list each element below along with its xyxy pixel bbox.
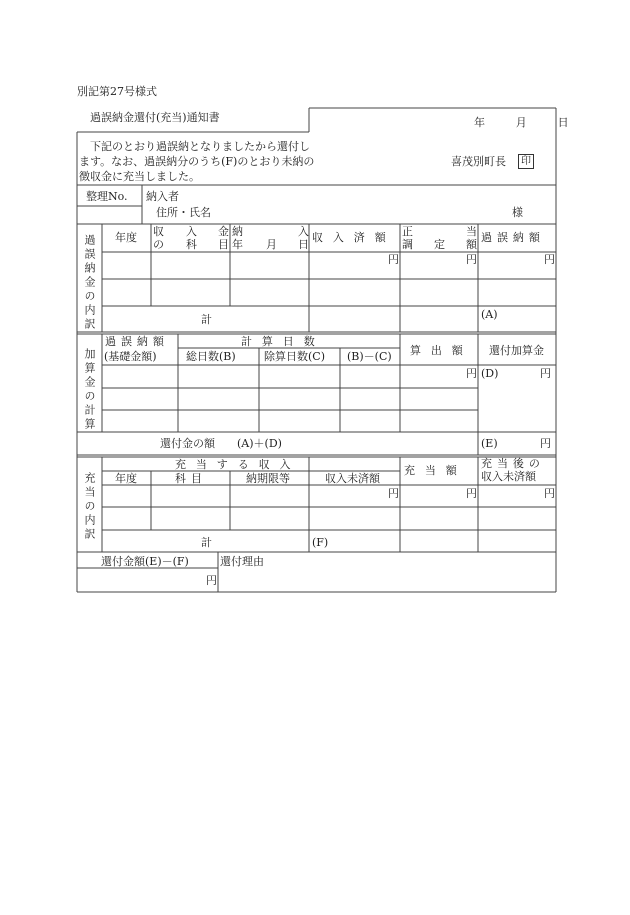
- notice-line-1: 下記のとおり過誤納となりましたから還付し: [90, 140, 310, 153]
- s1-header-date: 年: [232, 238, 243, 251]
- s2-header-computed: 算出額: [410, 344, 473, 357]
- s3-header-unpaid: 収入未済額: [325, 472, 380, 485]
- section3-side-label: 充当の内訳: [83, 472, 96, 542]
- s3-total-label: 計: [201, 536, 212, 549]
- s2-header-diff: (B)－(C): [347, 350, 392, 363]
- s1-header-paid: 収入済額: [312, 231, 396, 244]
- s1-header-year: 年度: [115, 231, 137, 244]
- notice-line-2: ます。なお、過誤納分のうち(F)のとおり未納の: [79, 155, 315, 168]
- form-title: 過誤納金還付(充当)通知書: [90, 111, 220, 124]
- s2-header-total-days: 総日数(B): [186, 350, 236, 363]
- s3-header-applied: 充当額: [404, 464, 467, 477]
- s1-header-item: 目: [218, 238, 229, 251]
- s1-header-assessed: 当: [466, 225, 477, 238]
- s1-header-date: 納: [232, 225, 243, 238]
- ref-no-label: 整理No.: [86, 190, 128, 203]
- form-id: 別記第27号様式: [77, 85, 157, 98]
- s1-header-overpaid: 過誤納額: [481, 231, 545, 244]
- s3-header-after-bottom: 収入未済額: [481, 470, 536, 483]
- s2-header-excluded-days: 除算日数(C): [264, 350, 325, 363]
- section2-side-label: 加算金の計算: [83, 348, 96, 432]
- s2-yen-computed: 円: [466, 367, 477, 380]
- address-name-label: 住所・氏名: [156, 206, 211, 219]
- s1-yen-paid: 円: [388, 253, 399, 266]
- s1-header-assessed: 調: [402, 238, 413, 251]
- s2-yen-addition: 円: [540, 367, 551, 380]
- notice-line-3: 徴収金に充当しました。: [79, 170, 200, 183]
- date-label: 年 月 日: [474, 116, 579, 129]
- s2-refund-amount-label: 還付金の額 (A)＋(D): [160, 437, 282, 450]
- s1-header-date: 月: [266, 238, 277, 251]
- mayor-title: 喜茂別町長: [451, 155, 506, 168]
- section1-side-label: 過誤納金の内訳: [83, 234, 96, 332]
- s2-header-days: 計算日数: [241, 335, 325, 348]
- footer-reason-label: 還付理由: [220, 555, 264, 568]
- s1-yen-assessed: 円: [466, 253, 477, 266]
- footer-yen: 円: [206, 574, 217, 587]
- s2-header-basis-bottom: (基礎金額): [104, 350, 157, 363]
- payer-label: 納入者: [146, 190, 179, 203]
- s3-header-item: 科目: [175, 472, 207, 485]
- s1-total-label: 計: [201, 313, 212, 326]
- s1-header-item: 金: [218, 225, 229, 238]
- s1-header-assessed: 正: [402, 225, 413, 238]
- s3-header-after-top: 充当後の: [481, 457, 545, 470]
- s3-header-receipt-group: 充当する収入: [175, 458, 301, 471]
- s3-yen-unpaid: 円: [388, 487, 399, 500]
- s3-header-year: 年度: [115, 472, 137, 485]
- s2-header-refund-addition: 還付加算金: [489, 344, 544, 357]
- s3-header-due: 納期限等: [246, 472, 290, 485]
- s2-yen-e: 円: [540, 437, 551, 450]
- s1-header-assessed: 額: [466, 238, 477, 251]
- s1-total-mark: (A): [481, 308, 498, 321]
- s1-header-assessed: 定: [434, 238, 445, 251]
- s1-header-item: 入: [186, 225, 197, 238]
- s1-header-item: の: [153, 238, 164, 251]
- s2-header-basis-top: 過誤納額: [105, 335, 169, 348]
- s1-yen-overpaid: 円: [544, 253, 555, 266]
- s2-mark-d: (D): [481, 367, 499, 380]
- s1-header-date: 日: [298, 238, 309, 251]
- s2-mark-e: (E): [481, 437, 498, 450]
- honorific: 様: [512, 206, 523, 219]
- s3-mark-f: (F): [312, 536, 329, 549]
- seal-mark: 印: [518, 154, 534, 169]
- s3-yen-after: 円: [544, 487, 555, 500]
- s1-header-item: 科: [186, 238, 197, 251]
- s1-header-date: 入: [298, 225, 309, 238]
- s1-header-item: 収: [153, 225, 164, 238]
- s3-yen-applied: 円: [466, 487, 477, 500]
- footer-refund-amount: 還付金額(E)－(F): [101, 555, 189, 568]
